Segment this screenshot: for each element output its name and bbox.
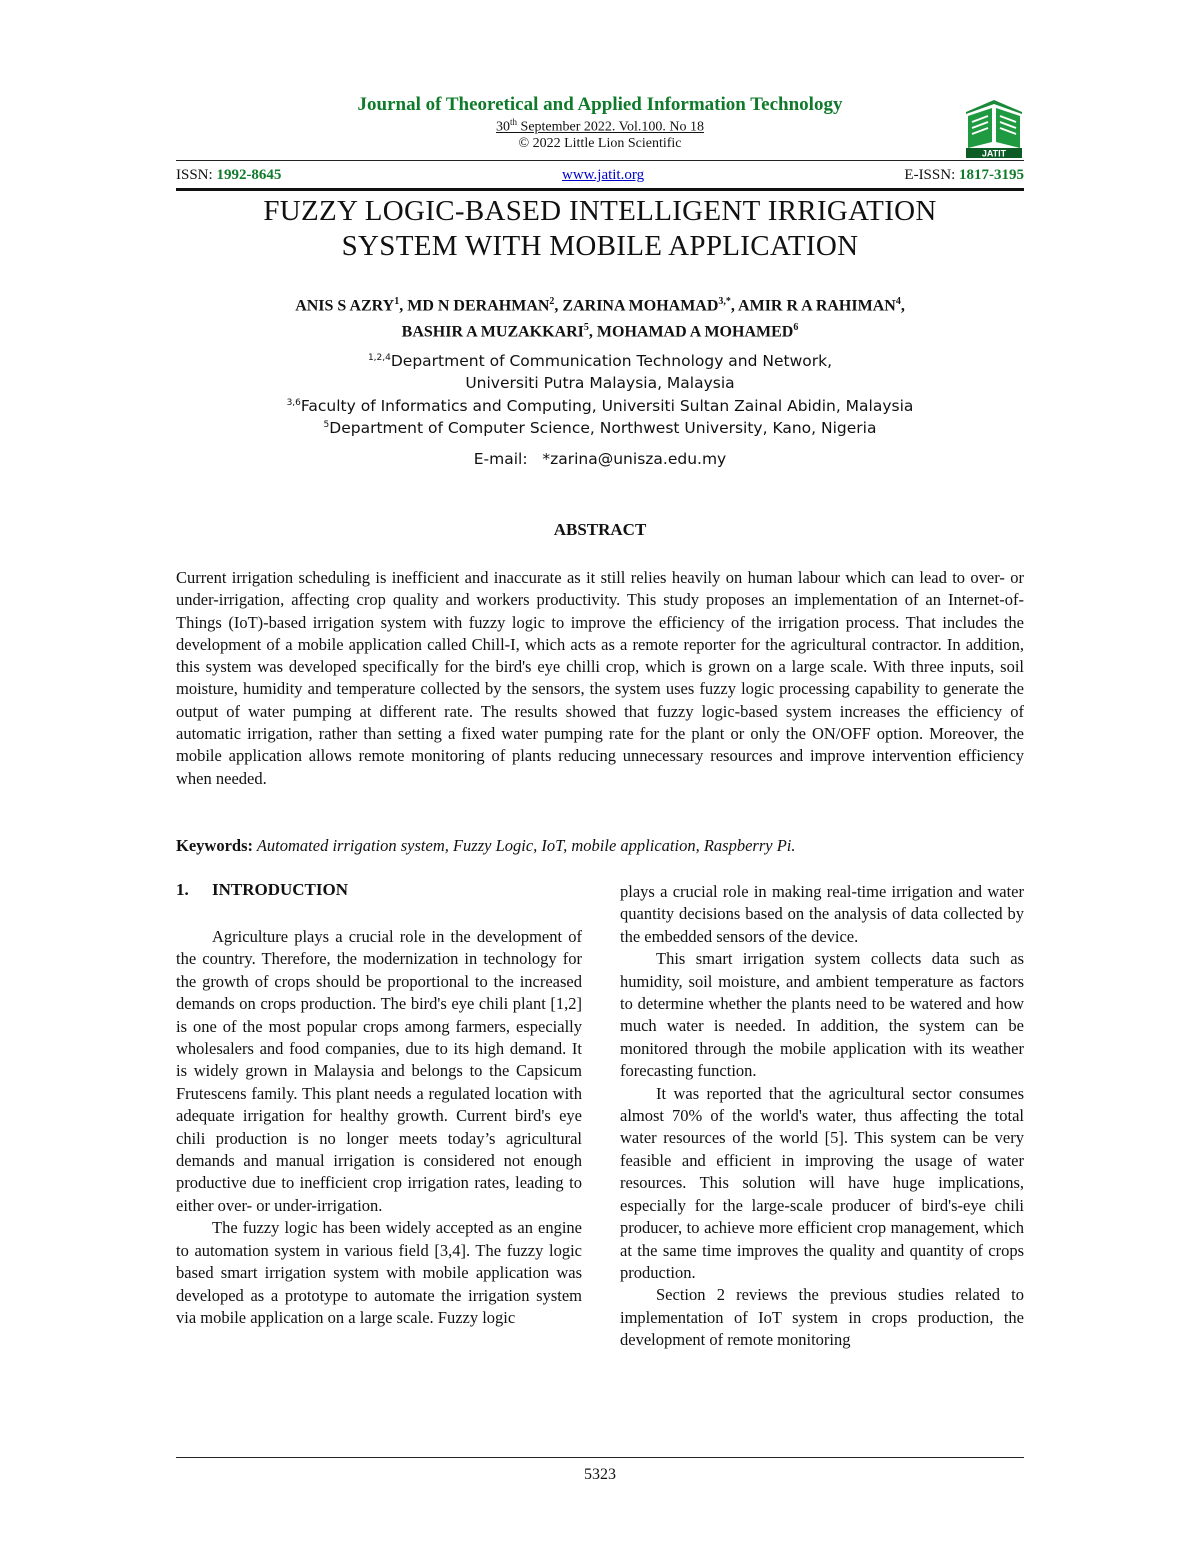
intro-paragraph-4: It was reported that the agricultural sector consumes almost 70% of the world's water, thus affecting the total water resources of the world [5]. This system can be very feasible and efficient in improving the usage of water resources. This solution will have huge implications, especially for the large-scale producer of bird's-eye chili producer, to achieve more efficient crop management, which at the same time improves the quality and quantity of crops production. <box>620 1083 1024 1282</box>
eissn: E-ISSN: 1817-3195 <box>904 167 1024 183</box>
affiliation-2: $^{3,6}$Faculty of Informatics and Computing, Universiti Sultan Zainal Abidin, Malaysia <box>286 397 914 416</box>
intro-paragraph-2-cont: plays a crucial role in making real-time irrigation and water quantity decisions based on the analysis of data collected by the embedded sensors of the device. <box>620 882 1024 946</box>
journal-logo <box>962 98 1026 158</box>
issue-rest: September 2022. Vol.100. No 18 <box>517 119 704 135</box>
intro-paragraph-1: Agriculture plays a crucial role in the development of the country. Therefore, the modernization in technology for the growth of crops should be proportional to the increased demands on crops production. The bird's eye chili plant [1,2] is one of the most popular crops among farmers, especially wholesalers and food companies, due to its high demand. It is widely grown in Malaysia and belongs to the Capsicum Frutescens family. This plant needs a regulated location with adequate irrigation for healthy growth. Current bird's eye chili production is no longer meets today’s agricultural demands and manual irrigation is considered not enough productive due to inefficient crop irrigation rates, leading to either over- or under-irrigation. <box>176 927 582 1215</box>
header-rule-bottom <box>176 188 1024 191</box>
logo-label: JATIT <box>981 148 1007 158</box>
issue-day: 30 <box>496 119 511 135</box>
issue-info <box>176 117 1024 136</box>
journal-website-link[interactable]: www.jatit.org <box>562 167 645 183</box>
paper-title <box>176 194 1024 264</box>
title-line-1: FUZZY LOGIC-BASED INTELLIGENT IRRIGATION <box>263 195 937 227</box>
keywords: Keywords: Automated irrigation system, Fuzzy Logic, IoT, mobile application, Raspberry Pi. <box>176 836 796 855</box>
journal-title: Journal of Theoretical and Applied Information Technology <box>357 94 843 115</box>
left-column <box>176 926 582 1329</box>
page-number: 5323 <box>584 1466 616 1483</box>
affiliation-1: $^{1,2,4}$Department of Communication Technology and Network, Universiti Putra Malaysia, Malaysia <box>367 352 833 393</box>
right-column <box>620 881 1024 1352</box>
contact-email: E-mail: *zarina@unisza.edu.my <box>473 450 727 468</box>
section-heading-introduction: 1. INTRODUCTION <box>176 880 349 899</box>
intro-paragraph-3: This smart irrigation system collects data such as humidity, soil moisture, and ambient temperature as factors to determine whether the plants need to be watered and how much water is needed. In addition, the system can be monitored through the mobile application with its weather forecasting function. <box>620 949 1024 1081</box>
abstract-heading: ABSTRACT <box>553 520 647 539</box>
issn-row <box>176 167 1024 187</box>
issn: ISSN: 1992-8645 <box>176 167 282 183</box>
footer-rule <box>176 1457 1024 1458</box>
abstract-body: Current irrigation scheduling is inefficient and inaccurate as it still relies heavily on human labour which can lead to over- or under-irrigation, affecting crop quality and workers productivity. This study proposes an implementation of an Internet-of-Things (IoT)-based irrigation system with fuzzy logic to improve the efficiency of the irrigation process. That includes the development of a mobile application called Chill-I, which acts as a remote reporter for the agricultural contractor. In addition, this system was developed specifically for the bird's eye chilli crop, which is grown on a large scale. With three inputs, soil moisture, humidity and temperature collected by the sensors, the system uses fuzzy logic processing capability to generate the output of water pumping at different rate. The results showed that fuzzy logic-based system increases the efficiency of automatic irrigation, rather than setting a fixed water pumping rate for the plant or only the ON/OFF option. Moreover, the mobile application allows remote monitoring of plants reducing unnecessary resources and improve intervention efficiency when needed. <box>176 568 1024 788</box>
copyright: © 2022 Little Lion Scientific <box>518 136 682 151</box>
intro-paragraph-5: Section 2 reviews the previous studies related to implementation of IoT system in crops production, the development of remote monitoring <box>620 1285 1024 1350</box>
title-line-2: SYSTEM WITH MOBILE APPLICATION <box>341 230 859 262</box>
author-list: ANIS S AZRY$^1$, MD N DERAHMAN$^2$, ZARINA $MOHAMAD^{3,*}$, AMIR R A RAHIMAN$^4$, BASHIR A MUZAKKARI$^5$, MOHAMAD A MOHAMED$^6$ <box>295 296 905 341</box>
affiliation-3: $^5$Department of Computer Science, Northwest University, Kano, Nigeria <box>323 419 877 438</box>
intro-paragraph-2: The fuzzy logic has been widely accepted as an engine to automation system in various field [3,4]. The fuzzy logic based smart irrigation system with mobile application was developed as a prototype to automate the irrigation system via mobile application on a large scale. Fuzzy logic <box>176 1218 582 1327</box>
issue-day-suffix: th <box>510 117 518 127</box>
header-rule-top <box>176 160 1024 161</box>
